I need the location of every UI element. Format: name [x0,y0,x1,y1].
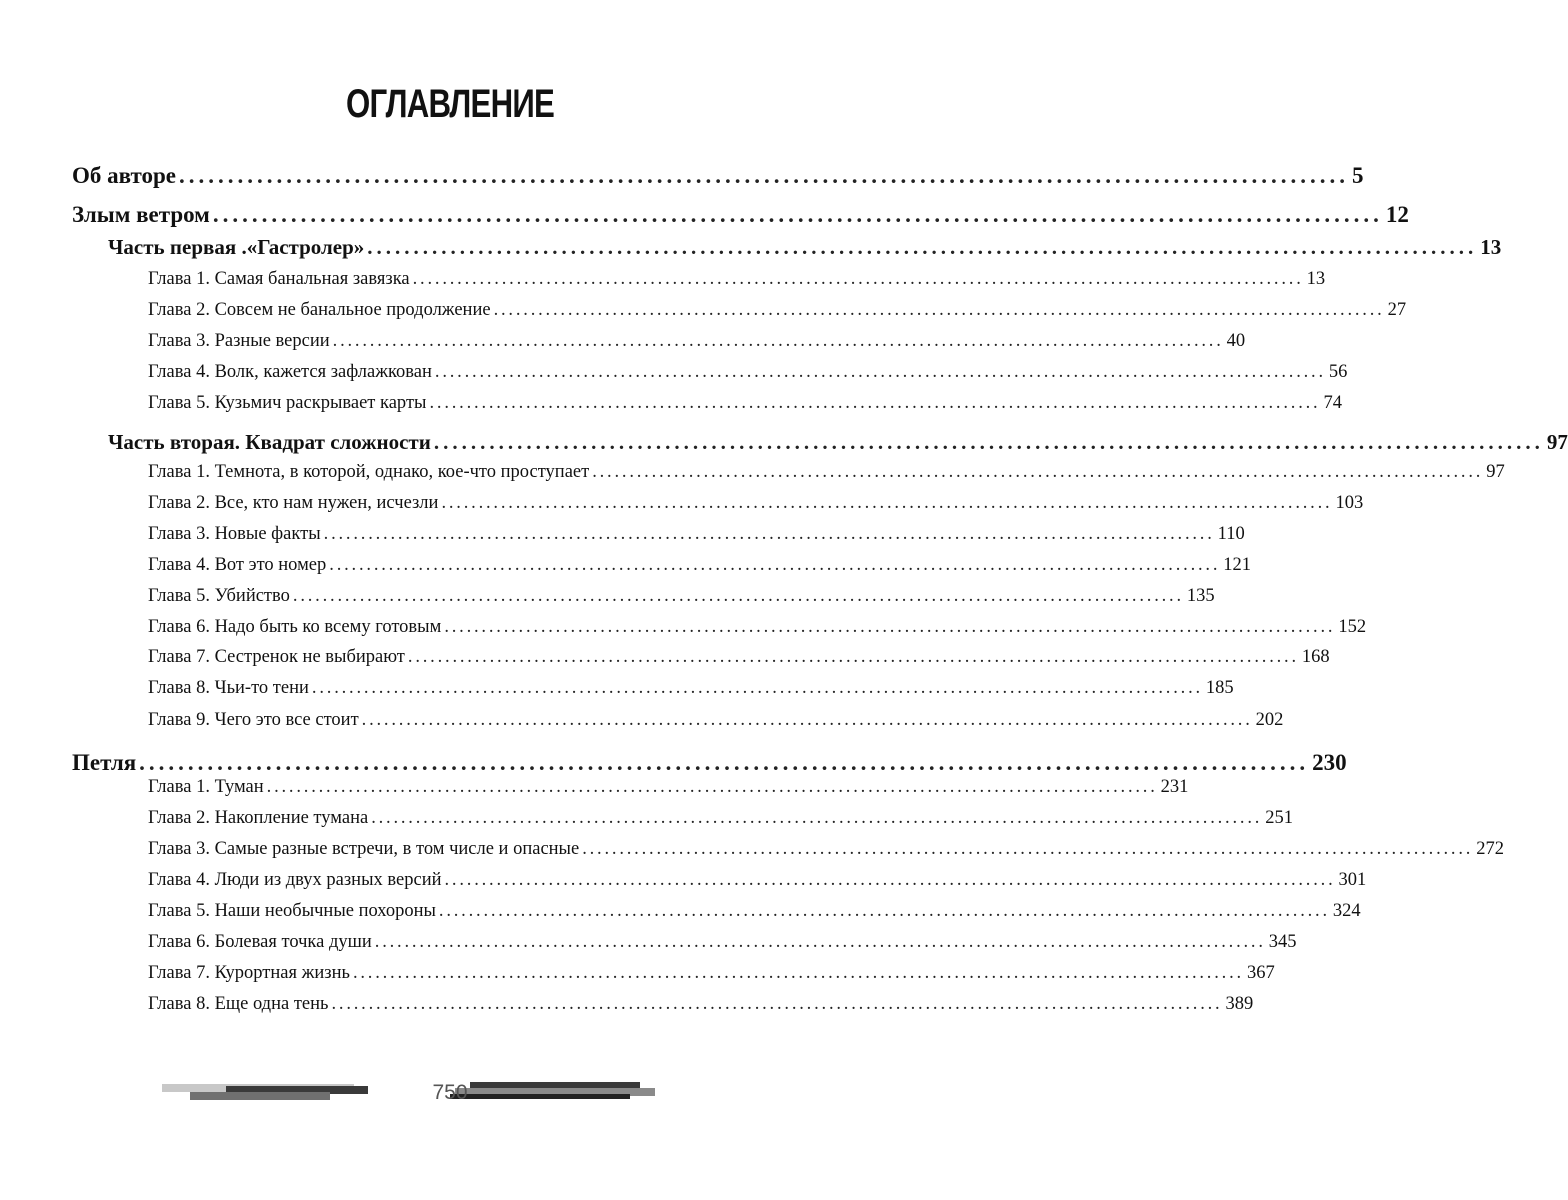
toc-entry-title: Глава 4. Вот это номер [148,555,327,575]
toc-entry-page: 13 [1480,235,1502,259]
toc-entry-page: 152 [1338,617,1367,637]
toc-entry-page: 272 [1476,839,1504,859]
toc-entry-page: 230 [1312,750,1347,775]
toc-entry-title: Петля [72,750,137,775]
toc-entry-title: Глава 3. Самые разные встречи, в том числе и опасные [148,839,580,859]
toc-entry [148,994,1254,1015]
dot-leader: ........................................................................................................................ [444,870,1336,890]
toc-entry-title: Часть вторая. Квадрат сложности [108,430,431,454]
toc-entry-page: 121 [1223,555,1252,575]
toc-entry-title: Глава 3. Разные версии [148,331,330,351]
toc-entry-page: 202 [1255,710,1284,730]
toc-entry-title: Глава 6. Надо быть ко всему готовым [148,617,442,637]
dot-leader: ........................................................................................................................ [331,994,1223,1014]
dot-leader: ........................................................................................................................ [433,430,1544,454]
dot-leader: ........................................................................................................................ [434,362,1326,382]
toc-entry [72,750,1347,776]
dot-leader: ........................................................................................................................ [444,617,1336,637]
toc-entry [148,710,1284,731]
toc-entry [108,430,1568,455]
toc-entry-page: 367 [1246,963,1275,983]
dot-leader: ........................................................................................................................ [374,932,1266,952]
dot-leader: ........................................................................................................................ [371,808,1263,828]
toc-entry-title: Часть первая .«Гастролер» [108,235,365,259]
toc-entry-page: 110 [1217,524,1245,544]
toc-entry-page: 301 [1338,870,1367,890]
dot-leader: ........................................................................................................................ [266,777,1158,797]
toc-entry-title: Глава 6. Болевая точка души [148,932,372,952]
dot-leader: ........................................................................................................................ [412,269,1304,289]
toc-entry-title: Глава 8. Еще одна тень [148,994,329,1014]
toc-entry-page: 5 [1351,163,1364,188]
dot-leader: ........................................................................................................................ [292,586,1184,606]
toc-entry-page: 231 [1160,777,1189,797]
toc-entry [148,617,1367,638]
toc-entry-page: 185 [1205,678,1234,698]
toc-entry-title: Об авторе [72,163,176,188]
toc-entry [148,493,1364,514]
toc-entry [148,331,1246,352]
dot-leader: ........................................................................................................................ [332,331,1224,351]
page-number: 750 [432,1081,468,1104]
toc-entry-title: Глава 4. Люди из двух разных версий [148,870,442,890]
toc-entry [148,300,1407,321]
dot-leader: ........................................................................................................................ [139,750,1310,775]
toc-entry [108,235,1502,260]
toc-entry-page: 135 [1186,586,1215,606]
toc-entry [148,586,1215,607]
toc-entry [72,163,1364,189]
toc-entry-title: Глава 8. Чьи-то тени [148,678,309,698]
toc-entry [148,932,1297,953]
toc-entry-title: Глава 1. Самая банальная завязка [148,269,410,289]
toc-entry [148,462,1505,483]
page-title: ОГЛАВЛЕНИЕ [345,82,555,126]
toc-entry [148,362,1348,383]
dot-leader: ........................................................................................................................ [441,493,1333,513]
toc-entry [148,678,1234,699]
toc-entry [148,901,1361,922]
toc-entry-page: 97 [1486,462,1505,482]
toc-entry-page: 103 [1335,493,1364,513]
dot-leader: ........................................................................................................................ [429,393,1321,413]
toc-entry-title: Глава 7. Сестренок не выбирают [148,647,405,667]
toc-entry-title: Глава 5. Наши необычные похороны [148,901,436,921]
toc-entry [72,202,1409,228]
toc-entry [148,524,1245,545]
toc-entry-title: Глава 3. Новые факты [148,524,321,544]
toc-entry-page: 97 [1546,430,1568,454]
dot-leader: ........................................................................................................................ [323,524,1215,544]
dot-leader: ........................................................................................................................ [493,300,1385,320]
toc-entry-title: Глава 2. Накопление тумана [148,808,369,828]
toc-entry-title: Глава 2. Совсем не банальное продолжение [148,300,491,320]
dot-leader: ........................................................................................................................ [178,163,1349,188]
toc-entry-title: Злым ветром [72,202,210,227]
toc-entry [148,269,1326,290]
toc-entry-page: 345 [1268,932,1297,952]
dot-leader: ........................................................................................................................ [438,901,1330,921]
toc-entry-page: 27 [1387,300,1407,320]
toc-entry-title: Глава 7. Курортная жизнь [148,963,350,983]
dot-leader: ........................................................................................................................ [352,963,1244,983]
toc-entry-title: Глава 4. Волк, кажется зафлажкован [148,362,432,382]
toc-entry [148,870,1367,891]
toc-entry-title: Глава 9. Чего это все стоит [148,710,359,730]
dot-leader: ........................................................................................................................ [592,462,1484,482]
toc-entry [148,839,1504,860]
toc-entry-page: 251 [1265,808,1293,828]
dot-leader: ........................................................................................................................ [367,235,1478,259]
toc-entry-title: Глава 1. Темнота, в которой, однако, кое-что проступает [148,462,590,482]
toc-entry-title: Глава 5. Убийство [148,586,290,606]
dot-leader: ........................................................................................................................ [361,710,1253,730]
toc-entry-page: 168 [1301,647,1330,667]
dot-leader: ........................................................................................................................ [212,202,1383,227]
toc-entry [148,777,1189,798]
toc-entry-title: Глава 2. Все, кто нам нужен, исчезли [148,493,439,513]
toc-entry-page: 74 [1323,393,1342,413]
toc-entry [148,555,1252,576]
toc-entry-page: 40 [1226,331,1246,351]
dot-leader: ........................................................................................................................ [582,839,1474,859]
dot-leader: ........................................................................................................................ [329,555,1221,575]
toc-entry-page: 324 [1332,901,1361,921]
toc-entry-title: Глава 1. Туман [148,777,264,797]
toc-entry-page: 13 [1306,269,1326,289]
toc-entry-page: 389 [1225,994,1254,1014]
dot-leader: ........................................................................................................................ [311,678,1203,698]
toc-entry-page: 56 [1328,362,1348,382]
toc-entry [148,808,1293,829]
toc-entry [148,393,1342,414]
dot-leader: ........................................................................................................................ [407,647,1299,667]
toc-entry-title: Глава 5. Кузьмич раскрывает карты [148,393,427,413]
toc-entry [148,647,1330,668]
toc-entry-page: 12 [1385,202,1409,227]
toc-entry [148,963,1275,984]
